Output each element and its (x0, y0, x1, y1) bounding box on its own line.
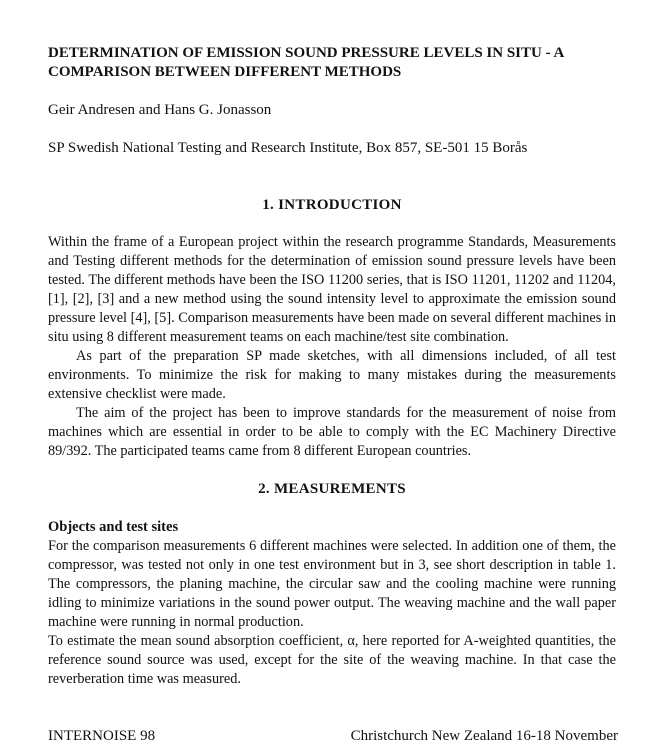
paper-page (48, 44, 616, 689)
footer-location-date: Christchurch New Zealand 16-18 November (350, 728, 618, 744)
paper-authors: Geir Andresen and Hans G. Jonasson (48, 102, 272, 118)
intro-paragraph-1: Within the frame of a European project within the research programme Standards, Measurements and Testing different methods for the determination of emission sound pressure levels have been tested. The different methods have been the ISO 11200 series, that is ISO 11201, 11202 and 11204, [1], [2], [3] and a new method using the sound intensity level to approximate the emission sound pressure level [4], [5]. Comparison measurements have been made on several different machines in situ using 8 different measurement teams on each machine/test site combination. (48, 234, 616, 345)
objects-subheading: Objects and test sites (48, 519, 179, 535)
intro-paragraph-3: The aim of the project has been to improve standards for the measurement of noise from machines which are essential in order to be able to comply with the EC Machinery Directive 89/392. The participated teams came from 8 different European countries. (48, 405, 616, 459)
paper-affiliation: SP Swedish National Testing and Research Institute, Box 857, SE-501 15 Borås (48, 140, 528, 156)
measurements-paragraph-1: For the comparison measurements 6 different machines were selected. In addition one of them, the compressor, was tested not only in one test environment but in 3, see short description in table 1. The compressors, the planing machine, the circular saw and the cooling machine were running idling to minimize variations in the sound power output. The weaving machine and the wall paper machine were running in normal production. (48, 538, 616, 630)
section-2-heading: 2. MEASUREMENTS (258, 481, 406, 497)
footer-conference: INTERNOISE 98 (48, 728, 156, 744)
paper-title: DETERMINATION OF EMISSION SOUND PRESSURE LEVELS IN SITU - A COMPARISON BETWEEN DIFFERENT METHODS (48, 45, 564, 80)
section-1-heading: 1. INTRODUCTION (262, 197, 402, 213)
measurements-paragraph-2: To estimate the mean sound absorption coefficient, α, here reported for A-weighted quantities, the reference sound source was used, except for the site of the weaving machine. In that case the reverberation time was measured. (48, 633, 616, 687)
intro-paragraph-2: As part of the preparation SP made sketches, with all dimensions included, of all test environments. To minimize the risk for making to many mistakes during the measurements extensive checklist were made. (48, 348, 616, 402)
